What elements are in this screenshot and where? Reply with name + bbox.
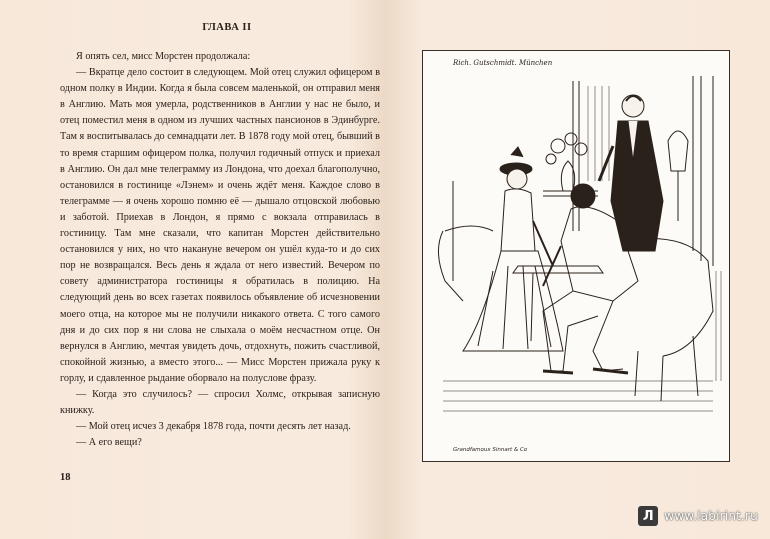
paragraph: Я опять сел, мисс Морстен продолжала: [76, 51, 251, 62]
body-text [60, 49, 380, 451]
illustration [422, 50, 730, 462]
left-page [60, 22, 380, 502]
artist-signature: Rich. Gutschmidt. München [453, 59, 553, 67]
chapter-title: ГЛАВА II [202, 22, 252, 33]
engraving-illustration [423, 51, 729, 461]
paragraph: — Когда это случилось? — спросил Холмс, открывая записную книжку. [60, 388, 380, 417]
page-number: 18 [60, 472, 71, 483]
paragraph: — Мой отец исчез 3 декабря 1878 года, почти десять лет назад. [76, 421, 351, 433]
watermark-text: www.labirint.ru [664, 509, 758, 523]
labirint-logo-icon: Л [638, 506, 658, 526]
paragraph: — А его вещи? [76, 437, 142, 449]
right-page [422, 50, 730, 462]
engraver-signature: Grandfamoux Sinnart & Co [453, 447, 528, 453]
watermark [638, 505, 758, 527]
paragraph: — Вкратце дело состоит в следующем. Мой отец служил офицером в одном полку в Индии. Когда я была совсем маленькой, он отправил меня в Англию. Мать моя умерла, родственников в Англии у нас не было, и отец поместил меня в одном из лучших частных пансионов в Эдинбурге. Там я воспитывалась до семнадцати лет. В 1878 году мой отец, бывший в то время старшим офицером полка, получил годичный отпуск и приехал в Англию. Он дал мне телеграмму из Лондона, что доехал благополучно, остановился в гостинице «Лэнем» и очень ждёт меня. Каждое слово в телеграмме — я очень хорошо помню её — дышало отцовской любовью и заботой. Приехав в Лондон, я прямо с вокзала отправилась в гостиницу. Там мне сказали, что капитан Морстен действительно остановился у них, но что накануне вечером он ушёл куда-то и до сих пор не возвращался. Весь день я ждала от него известий. Вечером по совету администратора гостиницы я обратилась в полицию. На следующий день во всех газетах появилось объявление об исчезновении моего отца, на которое мы не получили никакого ответа. С того самого дня и до сих пор я ни слова не слыхала о моём несчастном отце. Он вернулся в Англию, мечтая увидеть дочь, отдохнуть, пожить счастливой, спокойной жизнью, а вместо этого... — Мисс Морстен прижала руку к горлу, и сдавленное рыдание оборвало на полуслове фразу. [60, 67, 380, 384]
